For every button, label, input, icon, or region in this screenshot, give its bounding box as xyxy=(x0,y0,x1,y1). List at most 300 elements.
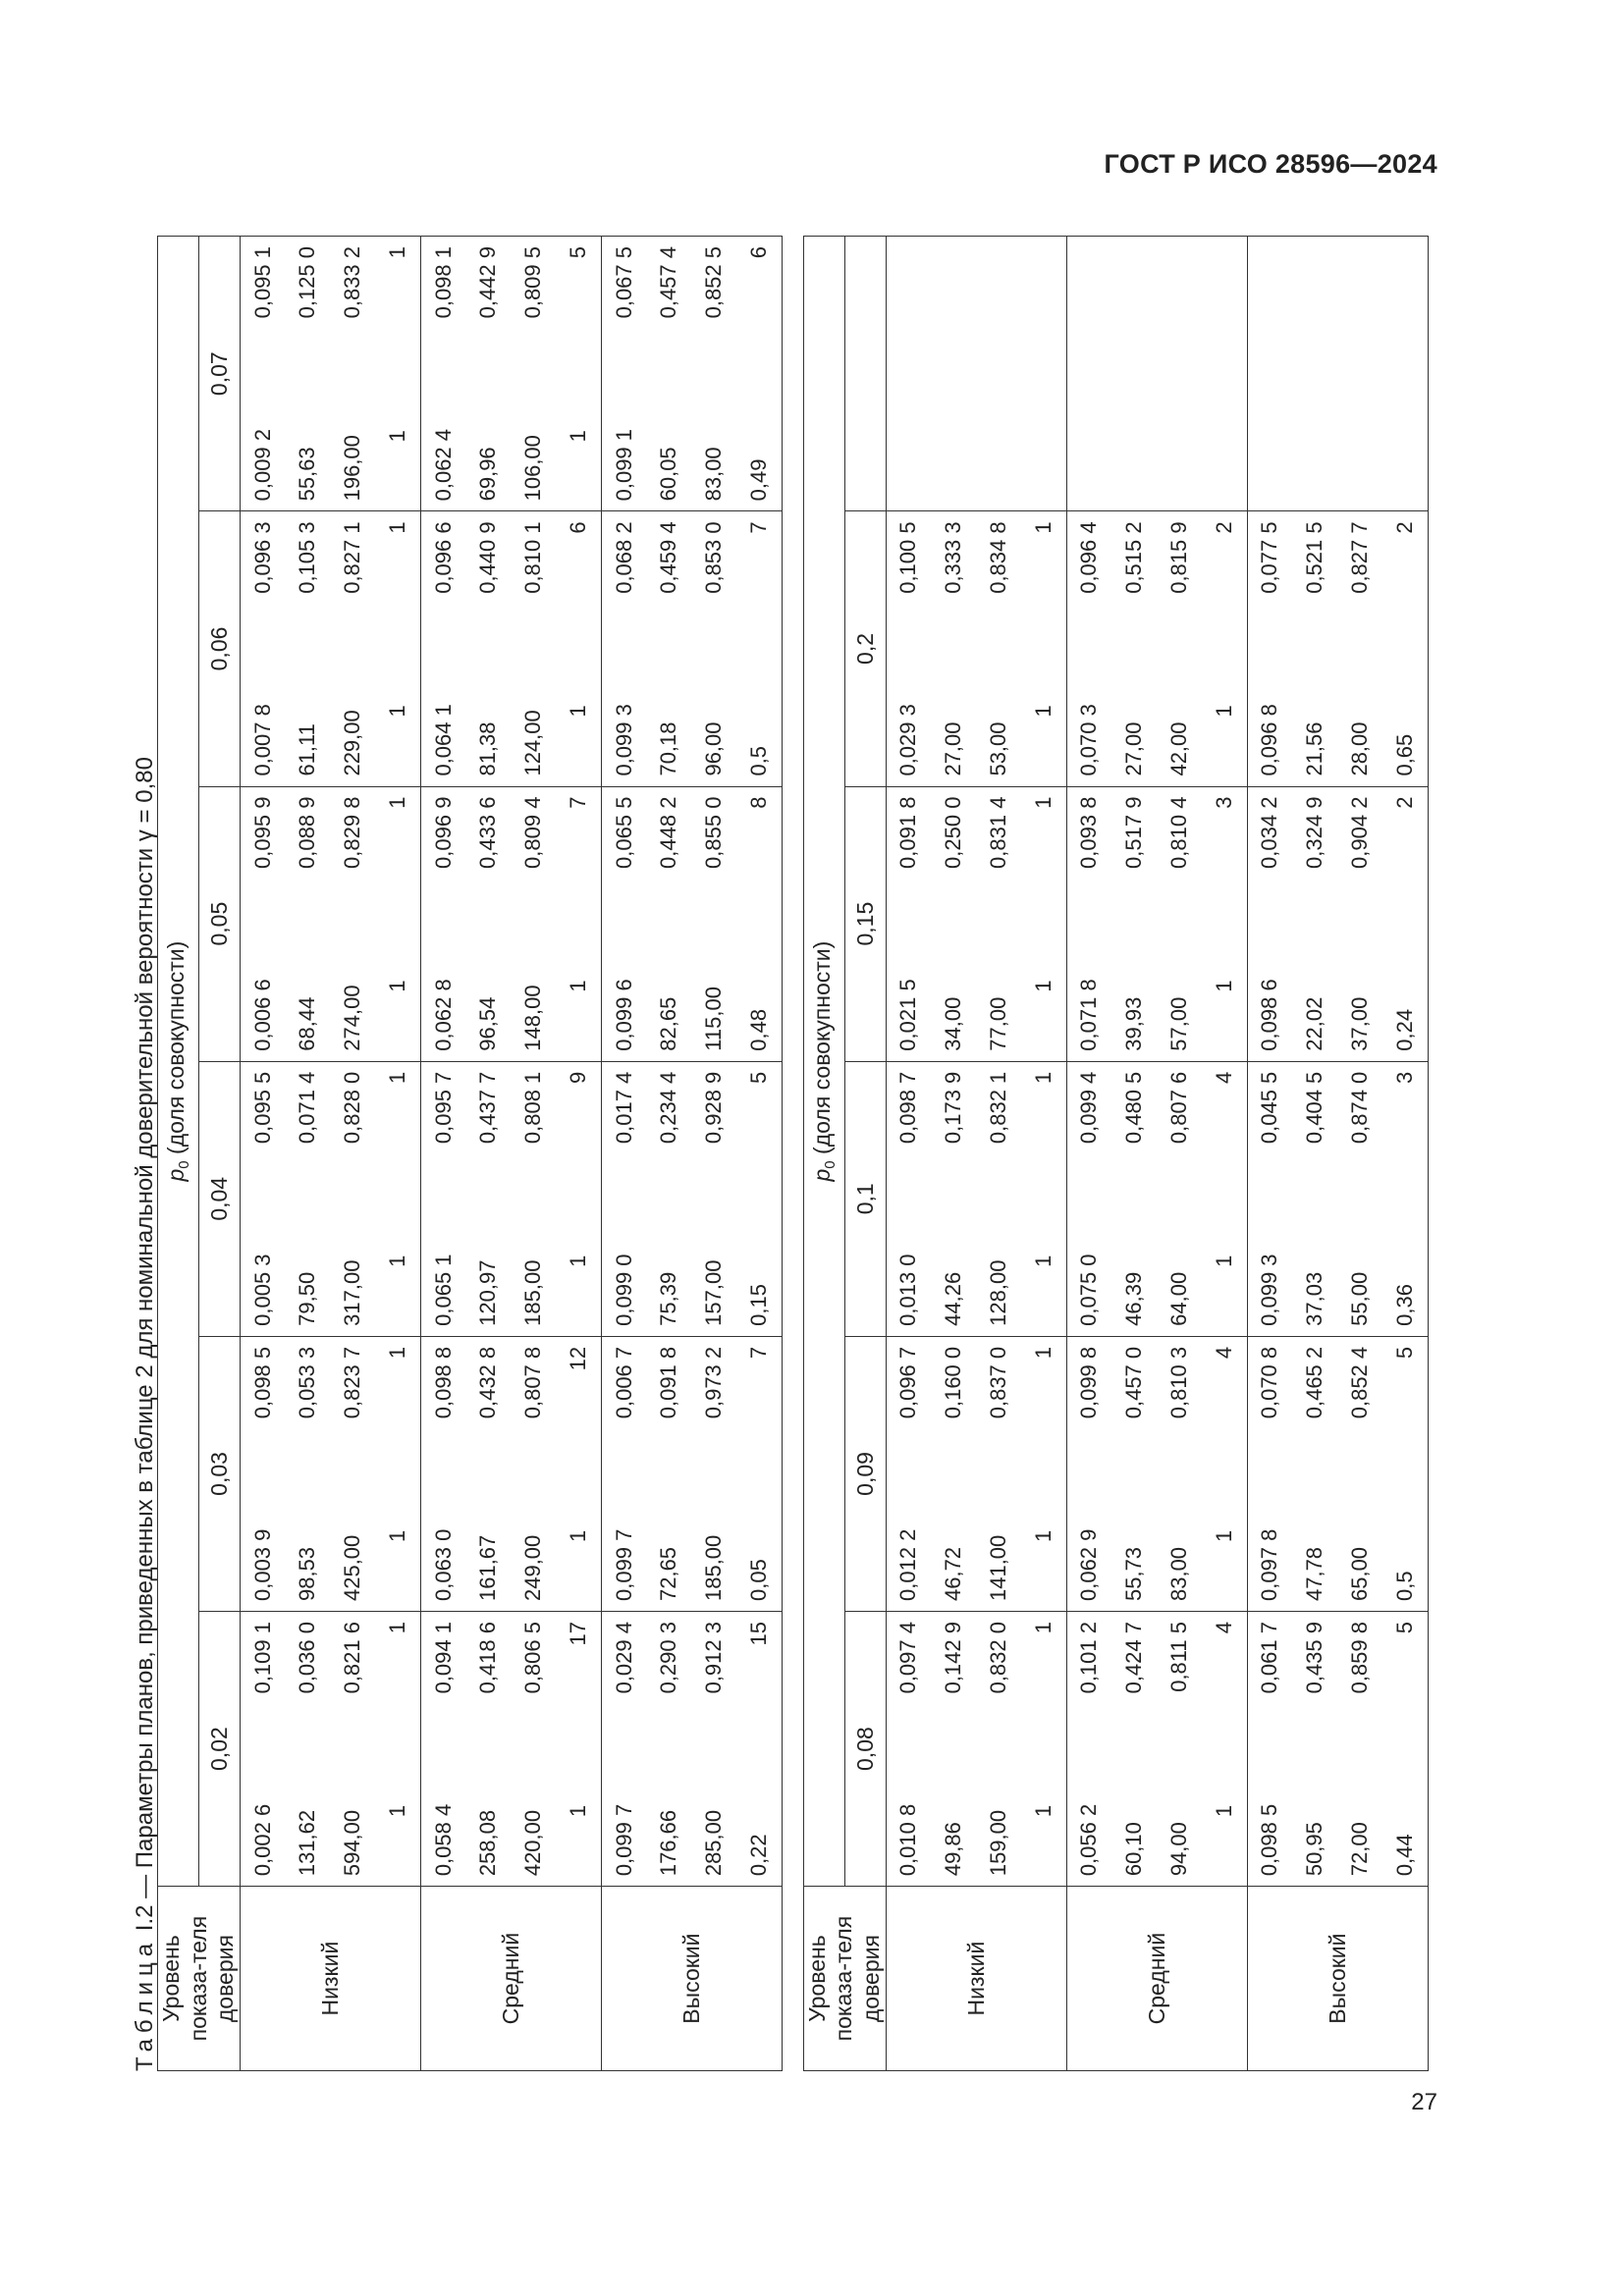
p0-column-header: 0,04 xyxy=(198,1061,240,1336)
table-cell: 83,00 xyxy=(691,361,736,511)
table-cell: 0,827 7 xyxy=(1337,511,1382,636)
table-row xyxy=(330,237,375,2071)
table-header-row xyxy=(158,237,199,2071)
table-cell: 115,00 xyxy=(691,911,736,1061)
level-label: Низкий xyxy=(240,1887,420,2071)
p0-column-header: 0,06 xyxy=(198,511,240,786)
table-cell: 0,290 3 xyxy=(646,1612,691,1736)
table-cell: 1 xyxy=(556,361,601,511)
table-cell: 72,00 xyxy=(1337,1736,1382,1887)
table-cell: 7 xyxy=(556,786,601,911)
table-cell: 12 xyxy=(556,1336,601,1461)
table-cell: 0,160 0 xyxy=(931,1336,976,1461)
table-cell: 0,036 0 xyxy=(285,1612,330,1736)
table-cell: 75,39 xyxy=(646,1187,691,1337)
table-cell: 0,095 7 xyxy=(420,1061,465,1186)
table-cell: 0,125 0 xyxy=(285,237,330,362)
table-cell: 0,010 8 xyxy=(886,1736,931,1887)
table-cell: 5 xyxy=(556,237,601,362)
table-cell: 0,088 9 xyxy=(285,786,330,911)
table-cell: 0,810 1 xyxy=(511,511,556,636)
table-cell: 1 xyxy=(1021,1612,1066,1736)
table-cell: 1 xyxy=(1202,636,1247,786)
table-cell: 17 xyxy=(556,1612,601,1736)
table-cell: 0,44 xyxy=(1382,1736,1428,1887)
table-cell: 0,810 3 xyxy=(1157,1336,1202,1461)
table-cell: 21,56 xyxy=(1292,636,1337,786)
table-cell: 61,11 xyxy=(285,636,330,786)
table-cell: 0,098 1 xyxy=(420,237,465,362)
table-cell: 249,00 xyxy=(511,1462,556,1612)
table-cell: 4 xyxy=(1202,1612,1247,1736)
p0-header xyxy=(803,237,844,1887)
table-cell: 0,808 1 xyxy=(511,1061,556,1186)
p0-symbol: p xyxy=(808,1168,835,1182)
table-cell: 0,5 xyxy=(736,636,782,786)
table-cell: 0,070 3 xyxy=(1066,636,1111,786)
table-cell: 0,099 0 xyxy=(601,1187,646,1337)
table-cell: 0,053 3 xyxy=(285,1336,330,1461)
table-cell: 55,73 xyxy=(1111,1462,1157,1612)
table-cell: 7 xyxy=(736,1336,782,1461)
p0-column-header: 0,2 xyxy=(844,511,886,786)
table-cell: 0,324 9 xyxy=(1292,786,1337,911)
table-cell: 46,72 xyxy=(931,1462,976,1612)
table-cell: 0,009 2 xyxy=(240,361,285,511)
table-cell: 0,029 4 xyxy=(601,1612,646,1736)
table-cell: 0,098 6 xyxy=(1247,911,1292,1061)
table-cell: 0,101 2 xyxy=(1066,1612,1111,1736)
table-cell: 0,099 3 xyxy=(601,636,646,786)
table-row xyxy=(1337,237,1382,2071)
table-cell: 1 xyxy=(1021,1336,1066,1461)
table-row xyxy=(1247,237,1292,2071)
table-cell: 185,00 xyxy=(511,1187,556,1337)
table-cell: 0,811 5 xyxy=(1157,1612,1202,1736)
table-cell: 0,521 5 xyxy=(1292,511,1337,636)
table-cell: 0,006 7 xyxy=(601,1336,646,1461)
table-cell: 57,00 xyxy=(1157,911,1202,1061)
table-cell: 0,823 7 xyxy=(330,1336,375,1461)
table-cell: 0,003 9 xyxy=(240,1462,285,1612)
table-cell: 148,00 xyxy=(511,911,556,1061)
level-label: Средний xyxy=(1066,1887,1247,2071)
table-cell: 0,062 8 xyxy=(420,911,465,1061)
table-cell: 0,65 xyxy=(1382,636,1428,786)
table-cell: 0,029 3 xyxy=(886,636,931,786)
table-cell: 0,095 5 xyxy=(240,1061,285,1186)
table-cell: 0,005 3 xyxy=(240,1187,285,1337)
table-cell: 47,78 xyxy=(1292,1462,1337,1612)
table-cell: 82,65 xyxy=(646,911,691,1061)
table-spacer-row xyxy=(782,237,803,2071)
table-cell: 72,65 xyxy=(646,1462,691,1612)
table-cell: 4 xyxy=(1202,1336,1247,1461)
table-cell: 1 xyxy=(1021,511,1066,636)
table-cell: 0,424 7 xyxy=(1111,1612,1157,1736)
table-cell: 1 xyxy=(375,361,420,511)
table-cell: 0,435 9 xyxy=(1292,1612,1337,1736)
table-cell: 0,098 5 xyxy=(240,1336,285,1461)
table-body xyxy=(158,237,1429,2071)
level-label: Низкий xyxy=(886,1887,1066,2071)
table-cell: 1 xyxy=(1021,786,1066,911)
table-cell: 0,058 4 xyxy=(420,1736,465,1887)
table-header-row xyxy=(803,237,844,2071)
table-cell: 0,006 6 xyxy=(240,911,285,1061)
table-cell: 0,806 5 xyxy=(511,1612,556,1736)
table-cell: 0,062 9 xyxy=(1066,1462,1111,1612)
table-cell: 1 xyxy=(1202,1187,1247,1337)
table-cell: 274,00 xyxy=(330,911,375,1061)
table-cell: 0,098 7 xyxy=(886,1061,931,1186)
table-cell: 0,05 xyxy=(736,1462,782,1612)
table-cell: 0,815 9 xyxy=(1157,511,1202,636)
table-cell: 131,62 xyxy=(285,1736,330,1887)
table-cell: 1 xyxy=(556,1462,601,1612)
p0-column-header: 0,09 xyxy=(844,1336,886,1611)
table-cell: 0,433 6 xyxy=(465,786,511,911)
p0-symbol: p xyxy=(162,1168,189,1182)
p0-column-header: 0,02 xyxy=(198,1612,240,1887)
table-cell: 285,00 xyxy=(691,1736,736,1887)
table-cell: 0,852 5 xyxy=(691,237,736,362)
table-cell: 50,95 xyxy=(1292,1736,1337,1887)
table-header-row xyxy=(198,237,240,2071)
table-cell: 7 xyxy=(736,511,782,636)
table-row xyxy=(1066,237,1111,2071)
table-cell: 0,807 8 xyxy=(511,1336,556,1461)
table-cell: 0,404 5 xyxy=(1292,1061,1337,1186)
table-cell: 44,26 xyxy=(931,1187,976,1337)
table-row xyxy=(420,237,465,2071)
table-cell: 0,457 4 xyxy=(646,237,691,362)
p0-header xyxy=(158,237,199,1887)
table-cell: 0,095 9 xyxy=(240,786,285,911)
table-cell: 15 xyxy=(736,1612,782,1736)
table-cell: 0,852 4 xyxy=(1337,1336,1382,1461)
table-row xyxy=(691,237,736,2071)
table-row xyxy=(886,237,931,2071)
table-cell: 1 xyxy=(1021,911,1066,1061)
level-column-header: Уровень показа-теля доверия xyxy=(803,1887,886,2071)
table-cell: 1 xyxy=(375,1187,420,1337)
table-cell: 0,832 0 xyxy=(976,1612,1021,1736)
table-cell: 65,00 xyxy=(1337,1462,1382,1612)
table-row xyxy=(240,237,285,2071)
table-cell: 196,00 xyxy=(330,361,375,511)
table-cell: 0,22 xyxy=(736,1736,782,1887)
table-cell: 0,874 0 xyxy=(1337,1061,1382,1186)
table-cell: 1 xyxy=(1021,636,1066,786)
table-cell: 0,096 6 xyxy=(420,511,465,636)
table-cell: 0,142 9 xyxy=(931,1612,976,1736)
table-cell: 70,18 xyxy=(646,636,691,786)
p0-column-header: 0,15 xyxy=(844,786,886,1061)
empty-cell xyxy=(1247,237,1428,511)
table-cell: 69,96 xyxy=(465,361,511,511)
table-cell: 0,077 5 xyxy=(1247,511,1292,636)
table-cell: 1 xyxy=(375,911,420,1061)
table-cell: 1 xyxy=(1021,1187,1066,1337)
empty-cell xyxy=(1066,237,1247,511)
table-cell: 0,432 8 xyxy=(465,1336,511,1461)
table-cell: 0,034 2 xyxy=(1247,786,1292,911)
table-cell: 42,00 xyxy=(1157,636,1202,786)
table-cell: 258,08 xyxy=(465,1736,511,1887)
table-cell: 64,00 xyxy=(1157,1187,1202,1337)
table-cell: 8 xyxy=(736,786,782,911)
table-cell: 0,091 8 xyxy=(886,786,931,911)
caption-prefix: Таблица xyxy=(132,1937,158,2071)
table-cell: 0,831 4 xyxy=(976,786,1021,911)
table-cell: 0,853 0 xyxy=(691,511,736,636)
table-row xyxy=(556,237,601,2071)
table-cell: 0,012 2 xyxy=(886,1462,931,1612)
table-cell: 0,480 5 xyxy=(1111,1061,1157,1186)
table-cell: 229,00 xyxy=(330,636,375,786)
table-cell: 0,834 8 xyxy=(976,511,1021,636)
table-cell: 4 xyxy=(1202,1061,1247,1186)
table-cell: 0,250 0 xyxy=(931,786,976,911)
table-cell: 1 xyxy=(1202,1462,1247,1612)
table-cell: 0,071 4 xyxy=(285,1061,330,1186)
table-cell: 0,333 3 xyxy=(931,511,976,636)
table-cell: 0,105 3 xyxy=(285,511,330,636)
table-cell: 161,67 xyxy=(465,1462,511,1612)
table-cell: 22,02 xyxy=(1292,911,1337,1061)
table-cell: 1 xyxy=(375,1736,420,1887)
table-row xyxy=(1021,237,1066,2071)
table-cell: 0,234 4 xyxy=(646,1061,691,1186)
table-cell: 0,099 3 xyxy=(1247,1187,1292,1337)
p0-column-header: 0,05 xyxy=(198,786,240,1061)
table-cell: 0,457 0 xyxy=(1111,1336,1157,1461)
table-cell: 0,24 xyxy=(1382,911,1428,1061)
table-cell: 420,00 xyxy=(511,1736,556,1887)
table-cell: 185,00 xyxy=(691,1462,736,1612)
table-cell: 55,00 xyxy=(1337,1187,1382,1337)
table-cell: 0,093 8 xyxy=(1066,786,1111,911)
table-cell: 0,002 6 xyxy=(240,1736,285,1887)
table-cell: 0,068 2 xyxy=(601,511,646,636)
table-cell: 0,067 5 xyxy=(601,237,646,362)
table-cell: 0,515 2 xyxy=(1111,511,1157,636)
table-cell: 37,03 xyxy=(1292,1187,1337,1337)
table-cell: 0,095 1 xyxy=(240,237,285,362)
table-cell: 0,418 6 xyxy=(465,1612,511,1736)
document-id-header: ГОСТ Р ИСО 28596—2024 xyxy=(1104,149,1437,179)
p0-column-header: 0,03 xyxy=(198,1336,240,1611)
table-cell: 0,442 9 xyxy=(465,237,511,362)
table-cell: 0,099 7 xyxy=(601,1462,646,1612)
table-cell: 0,437 7 xyxy=(465,1061,511,1186)
table-cell: 9 xyxy=(556,1061,601,1186)
table-cell: 0,15 xyxy=(736,1187,782,1337)
table-cell: 0,173 9 xyxy=(931,1061,976,1186)
p0-label: (доля совокупности) xyxy=(808,940,835,1161)
table-cell: 1 xyxy=(375,511,420,636)
table-cell: 0,807 6 xyxy=(1157,1061,1202,1186)
table-row xyxy=(285,237,330,2071)
table-cell: 0,973 2 xyxy=(691,1336,736,1461)
table-cell: 0,099 7 xyxy=(601,1736,646,1887)
table-row xyxy=(601,237,646,2071)
level-label: Высокий xyxy=(601,1887,782,2071)
table-row xyxy=(511,237,556,2071)
table-cell: 1 xyxy=(375,1061,420,1186)
page-number: 27 xyxy=(1411,2089,1437,2115)
table-cell: 594,00 xyxy=(330,1736,375,1887)
table-row xyxy=(465,237,511,2071)
table-cell: 0,099 6 xyxy=(601,911,646,1061)
table-cell: 0,855 0 xyxy=(691,786,736,911)
table-cell: 0,821 6 xyxy=(330,1612,375,1736)
table-cell: 0,459 4 xyxy=(646,511,691,636)
table-cell: 0,065 1 xyxy=(420,1187,465,1337)
table-cell: 0,829 8 xyxy=(330,786,375,911)
table-cell: 0,904 2 xyxy=(1337,786,1382,911)
table-cell: 5 xyxy=(1382,1336,1428,1461)
table-cell: 1 xyxy=(375,1336,420,1461)
p0-column-header: 0,1 xyxy=(844,1061,886,1336)
table-cell: 0,075 0 xyxy=(1066,1187,1111,1337)
table-cell: 0,096 9 xyxy=(420,786,465,911)
table-row xyxy=(931,237,976,2071)
table-cell: 0,056 2 xyxy=(1066,1736,1111,1887)
table-cell: 49,86 xyxy=(931,1736,976,1887)
table-cell: 1 xyxy=(1021,1061,1066,1186)
table-cell: 0,013 0 xyxy=(886,1187,931,1337)
table-cell: 3 xyxy=(1382,1061,1428,1186)
table-cell: 0,912 3 xyxy=(691,1612,736,1736)
table-cell: 27,00 xyxy=(931,636,976,786)
table-cell: 28,00 xyxy=(1337,636,1382,786)
table-cell: 124,00 xyxy=(511,636,556,786)
table-cell: 0,096 8 xyxy=(1247,636,1292,786)
table-cell: 60,10 xyxy=(1111,1736,1157,1887)
p0-column-header: 0,08 xyxy=(844,1612,886,1887)
table-cell: 0,045 5 xyxy=(1247,1061,1292,1186)
table-cell: 425,00 xyxy=(330,1462,375,1612)
table-cell: 0,098 8 xyxy=(420,1336,465,1461)
table-cell: 141,00 xyxy=(976,1462,1021,1612)
table-row xyxy=(375,237,420,2071)
table-cell: 96,00 xyxy=(691,636,736,786)
table-cell: 68,44 xyxy=(285,911,330,1061)
level-column-header: Уровень показа-теля доверия xyxy=(158,1887,241,2071)
table-cell: 0,021 5 xyxy=(886,911,931,1061)
table-cell: 0,096 7 xyxy=(886,1336,931,1461)
table-cell: 0,096 4 xyxy=(1066,511,1111,636)
table-cell: 0,065 5 xyxy=(601,786,646,911)
table-cell: 1 xyxy=(556,636,601,786)
table-row xyxy=(1202,237,1247,2071)
table-cell: 1 xyxy=(556,1187,601,1337)
table-cell: 39,93 xyxy=(1111,911,1157,1061)
table-cell: 0,36 xyxy=(1382,1187,1428,1337)
table-cell: 0,097 8 xyxy=(1247,1462,1292,1612)
table-cell: 0,809 4 xyxy=(511,786,556,911)
table-row xyxy=(1382,237,1428,2071)
p0-label: (доля совокупности) xyxy=(162,940,189,1161)
table-cell: 1 xyxy=(375,786,420,911)
table-cell: 1 xyxy=(1202,1736,1247,1887)
table-cell: 77,00 xyxy=(976,911,1021,1061)
table-cell: 1 xyxy=(375,1612,420,1736)
table-cell: 5 xyxy=(736,1061,782,1186)
table-cell: 0,070 8 xyxy=(1247,1336,1292,1461)
table-cell: 0,440 9 xyxy=(465,511,511,636)
table-cell: 0,097 4 xyxy=(886,1612,931,1736)
table-row xyxy=(1111,237,1157,2071)
table-cell: 5 xyxy=(1382,1612,1428,1736)
table-cell: 55,63 xyxy=(285,361,330,511)
table-cell: 0,5 xyxy=(1382,1462,1428,1612)
table-cell: 0,828 0 xyxy=(330,1061,375,1186)
plans-parameters-table xyxy=(157,236,1429,2071)
table-cell: 2 xyxy=(1382,511,1428,636)
table-cell: 0,062 4 xyxy=(420,361,465,511)
table-row xyxy=(976,237,1021,2071)
table-cell: 34,00 xyxy=(931,911,976,1061)
table-cell: 0,091 8 xyxy=(646,1336,691,1461)
table-cell: 0,096 3 xyxy=(240,511,285,636)
table-cell: 0,099 8 xyxy=(1066,1336,1111,1461)
table-cell: 0,061 7 xyxy=(1247,1612,1292,1736)
table-cell: 98,53 xyxy=(285,1462,330,1612)
table-cell: 317,00 xyxy=(330,1187,375,1337)
table-cell: 53,00 xyxy=(976,636,1021,786)
table-cell: 2 xyxy=(1382,786,1428,911)
empty-cell xyxy=(886,237,1066,511)
table-cell: 1 xyxy=(556,911,601,1061)
level-label: Средний xyxy=(420,1887,601,2071)
table-row xyxy=(736,237,782,2071)
table-cell: 0,071 8 xyxy=(1066,911,1111,1061)
table-cell: 79,50 xyxy=(285,1187,330,1337)
table-cell: 6 xyxy=(736,237,782,362)
table-cell: 1 xyxy=(1021,1736,1066,1887)
level-label: Высокий xyxy=(1247,1887,1428,2071)
table-cell: 46,39 xyxy=(1111,1187,1157,1337)
table-cell: 0,094 1 xyxy=(420,1612,465,1736)
table-caption xyxy=(132,757,159,2071)
spacer-cell xyxy=(782,237,803,2071)
table-cell: 83,00 xyxy=(1157,1462,1202,1612)
table-row xyxy=(646,237,691,2071)
table-row xyxy=(1292,237,1337,2071)
table-cell: 0,099 1 xyxy=(601,361,646,511)
table-cell: 0,48 xyxy=(736,911,782,1061)
table-cell: 0,017 4 xyxy=(601,1061,646,1186)
caption-text: I.2 — Параметры планов, приведенных в таблице 2 для номинальной доверительной вероятности γ = 0,80 xyxy=(132,757,158,1938)
table-cell: 1 xyxy=(375,636,420,786)
table-cell: 1 xyxy=(1021,1462,1066,1612)
table-cell: 0,064 1 xyxy=(420,636,465,786)
table-cell: 128,00 xyxy=(976,1187,1021,1337)
table-cell: 1 xyxy=(556,1736,601,1887)
table-cell: 0,928 9 xyxy=(691,1061,736,1186)
table-header-row xyxy=(844,237,886,2071)
p0-subscript: 0 xyxy=(175,1160,192,1169)
table-cell: 0,099 4 xyxy=(1066,1061,1111,1186)
table-cell: 1 xyxy=(1202,911,1247,1061)
table-cell: 60,05 xyxy=(646,361,691,511)
table-cell: 0,098 5 xyxy=(1247,1736,1292,1887)
table-cell: 0,809 5 xyxy=(511,237,556,362)
table-cell: 159,00 xyxy=(976,1736,1021,1887)
